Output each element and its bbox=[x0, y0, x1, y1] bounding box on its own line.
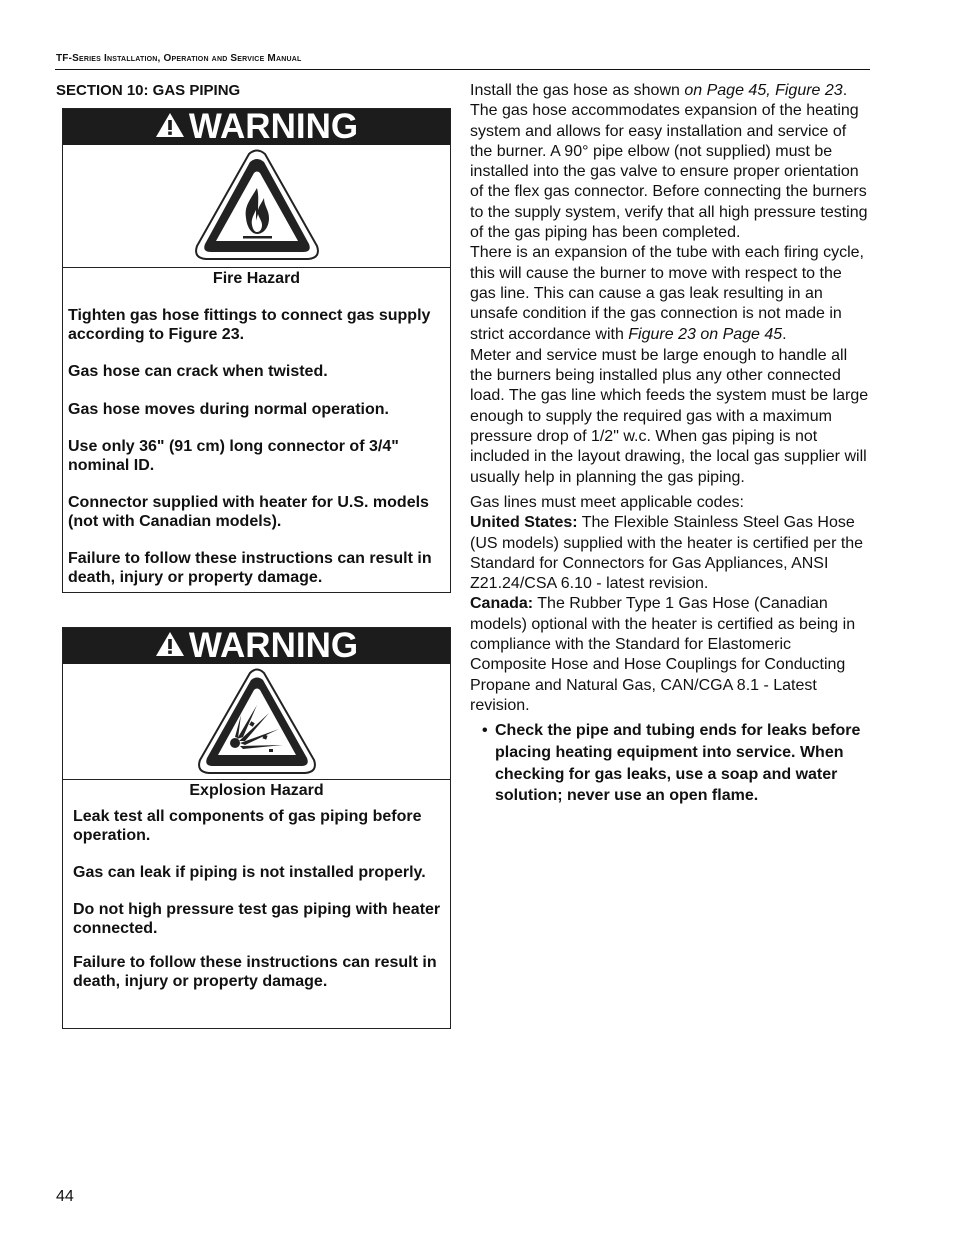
warning-paragraph: Gas hose moves during normal operation. bbox=[68, 401, 389, 418]
warning-paragraph: Connector supplied with heater for U.S. models (not with Canadian models). bbox=[68, 494, 429, 530]
bullet-text: Check the pipe and tubing ends for leaks before placing heating equipment into service. When checking for gas leaks, use a soap and water solution; never use an open flame. bbox=[495, 722, 861, 805]
warning-paragraph: Do not high pressure test gas piping with heater connected. bbox=[73, 901, 441, 937]
warning-banner-label: WARNING bbox=[188, 626, 359, 665]
warning-paragraph: Gas can leak if piping is not installed properly. bbox=[73, 864, 426, 881]
canada-label: Canada: bbox=[470, 595, 534, 613]
meter-paragraph: Meter and service must be large enough to handle all the burners being installed plus any other connected load. The gas line which feeds the system must be large enough to supply the required gas with a maximum pressure drop of 1/2" w.c. When gas piping is not included in the layout drawing, the local gas supplier will usually help in planning the gas piping. bbox=[470, 346, 869, 486]
explosion-warning-text bbox=[63, 800, 450, 991]
explosion-warning-box bbox=[62, 627, 451, 1029]
us-code-paragraph: United States: The Flexible Stainless Steel Gas Hose (US models) supplied with the heater is certified per the Standard for Connectors for Gas Appliances, ANSI Z21.24/CSA 6.10 - latest revision. bbox=[470, 514, 864, 593]
warning-paragraph: Failure to follow these instructions can result in death, injury or property damage. bbox=[68, 550, 432, 586]
bullet-icon: • bbox=[482, 722, 488, 740]
fire-hazard-icon bbox=[63, 145, 450, 268]
warning-paragraph: Failure to follow these instructions can result in death, injury or property damage. bbox=[73, 954, 437, 990]
body-text-column bbox=[470, 81, 870, 807]
warning-triangle-icon bbox=[155, 628, 185, 664]
explosion-hazard-icon bbox=[63, 664, 450, 780]
fire-warning-text bbox=[63, 288, 450, 587]
page-reference: on Page 45, Figure 23 bbox=[684, 82, 843, 99]
page-number: 44 bbox=[56, 1188, 74, 1205]
warning-banner bbox=[63, 628, 450, 664]
header-rule bbox=[55, 69, 870, 70]
warning-paragraph: Leak test all components of gas piping before operation. bbox=[73, 808, 422, 844]
codes-intro: Gas lines must meet applicable codes: bbox=[470, 493, 744, 511]
warning-banner bbox=[63, 109, 450, 145]
section-title: SECTION 10: GAS PIPING bbox=[56, 82, 241, 99]
canada-code-paragraph: Canada: The Rubber Type 1 Gas Hose (Canadian models) optional with the heater is certified as being in compliance with the Standard for Elastomeric Composite Hose and Hose Couplings for Conducting Propane and Natural Gas, CAN/CGA 8.1 - Latest revision. bbox=[470, 595, 856, 714]
us-label: United States: bbox=[470, 514, 578, 532]
expansion-paragraph: There is an expansion of the tube with each firing cycle, this will cause the burner to move with respect to the gas line. This can cause a gas leak resulting in an unsafe condition if the gas connection is not made in strict accordance with Figure 23 on Page 45. bbox=[470, 244, 864, 343]
leak-check-bullet bbox=[482, 720, 870, 807]
fire-hazard-title: Fire Hazard bbox=[212, 270, 301, 287]
warning-paragraph: Tighten gas hose fittings to connect gas supply according to Figure 23. bbox=[68, 307, 431, 343]
warning-paragraph: Use only 36" (91 cm) long connector of 3/4" nominal ID. bbox=[68, 438, 399, 474]
fire-warning-box bbox=[62, 108, 451, 593]
explosion-hazard-title: Explosion Hazard bbox=[189, 782, 324, 799]
figure-reference: Figure 23 on Page 45 bbox=[628, 325, 783, 343]
manual-header-title: TF-Series Installation, Operation and Service Manual bbox=[56, 53, 302, 64]
install-paragraph: Install the gas hose as shown on Page 45, Figure 23. The gas hose accommodates expansion of the heating system and allows for easy installation and service of the burner. A 90° pipe elbow (not supplied) must be installed into the gas valve to ensure proper orientation of the flex gas connector. Before connecting the burners to the supply system, verify that all high pressure testing of the gas piping has been completed. bbox=[470, 82, 868, 242]
warning-paragraph: Gas hose can crack when twisted. bbox=[68, 363, 328, 380]
warning-triangle-icon bbox=[155, 109, 185, 145]
warning-banner-label: WARNING bbox=[188, 107, 359, 146]
